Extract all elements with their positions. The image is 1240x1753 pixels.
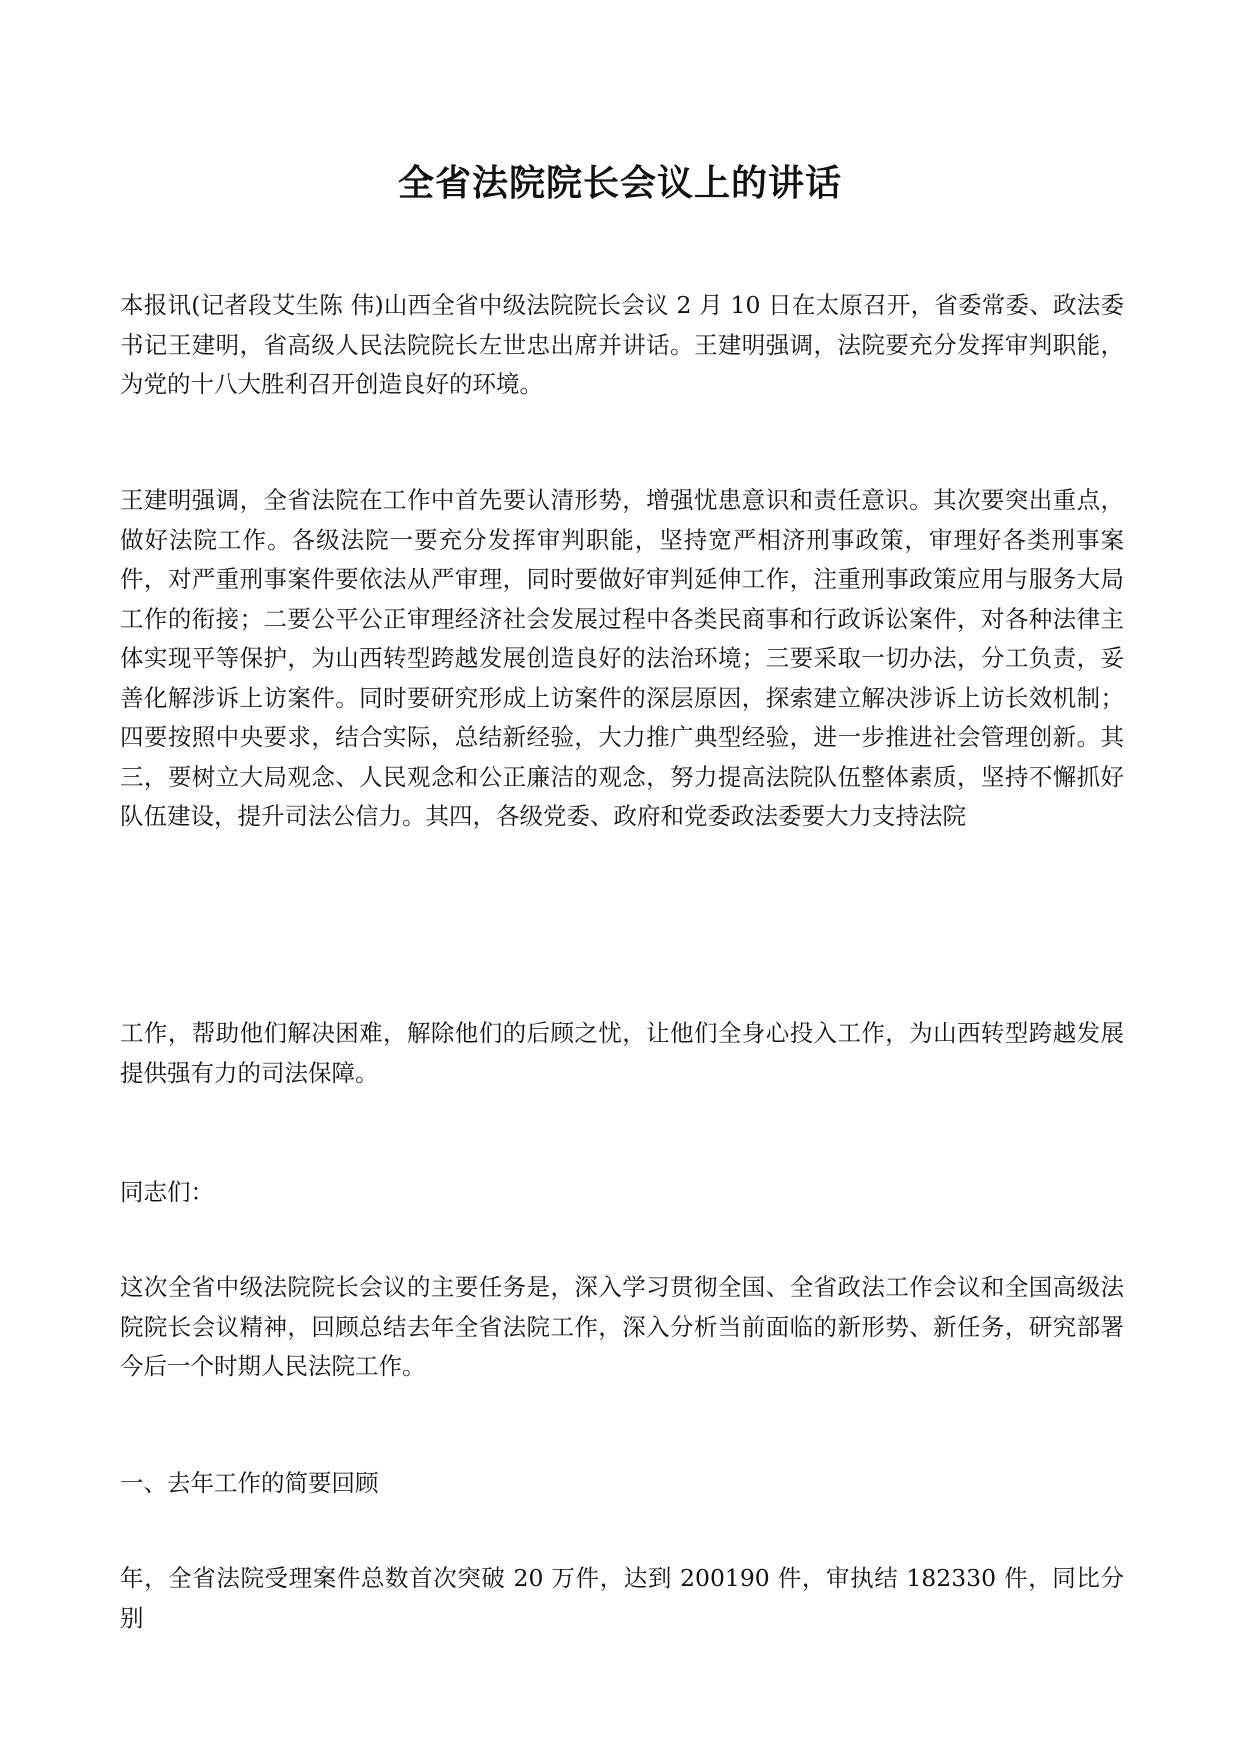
salutation: 同志们： — [120, 1178, 214, 1206]
paragraph-news-lead: 本报讯(记者段艾生陈 伟)山西全省中级法院院长会议 2 月 10 日在太原召开，省委常委、政法委书记王建明，省高级人民法院院长左世忠出席并讲话。王建明强调，法院要充分发挥审判职能，为党的十八大胜利召开创造良好的环境。 — [120, 291, 1124, 398]
section-heading-review: 一、去年工作的简要回顾 — [120, 1469, 379, 1497]
document-title: 全省法院院长会议上的讲话 — [397, 162, 842, 204]
paragraph-meeting-purpose: 这次全省中级法院院长会议的主要任务是，深入学习贯彻全国、全省政法工作会议和全国高级法院院长会议精神，回顾总结去年全省法院工作，深入分析当前面临的新形势、新任务，研究部署今后一个时期人民法院工作。 — [120, 1273, 1124, 1380]
paragraph-key-points: 王建明强调，全省法院在工作中首先要认清形势，增强忧患意识和责任意识。其次要突出重点，做好法院工作。各级法院一要充分发挥审判职能，坚持宽严相济刑事政策，审理好各类刑事案件，对严重刑事案件要依法从严审理，同时要做好审判延伸工作，注重刑事政策应用与服务大局工作的衔接；二要公平公正审理经济社会发展过程中各类民商事和行政诉讼案件，对各种法律主体实现平等保护，为山西转型跨越发展创造良好的法治环境；三要采取一切办法，分工负责，妥善化解涉诉上访案件。同时要研究形成上访案件的深层原因，探索建立解决涉诉上访长效机制；四要按照中央要求，结合实际，总结新经验，大力推广典型经验，进一步推进社会管理创新。其三，要树立大局观念、人民观念和公正廉洁的观念，努力提高法院队伍整体素质，坚持不懈抓好队伍建设，提升司法公信力。其四，各级党委、政府和党委政法委要大力支持法院 — [120, 486, 1124, 830]
paragraph-key-points-continued: 工作，帮助他们解决困难，解除他们的后顾之忧，让他们全身心投入工作，为山西转型跨越发展提供强有力的司法保障。 — [120, 1019, 1124, 1087]
paragraph-case-statistics: 年，全省法院受理案件总数首次突破 20 万件，达到 200190 件，审执结 182330 件，同比分别 — [120, 1564, 1124, 1632]
